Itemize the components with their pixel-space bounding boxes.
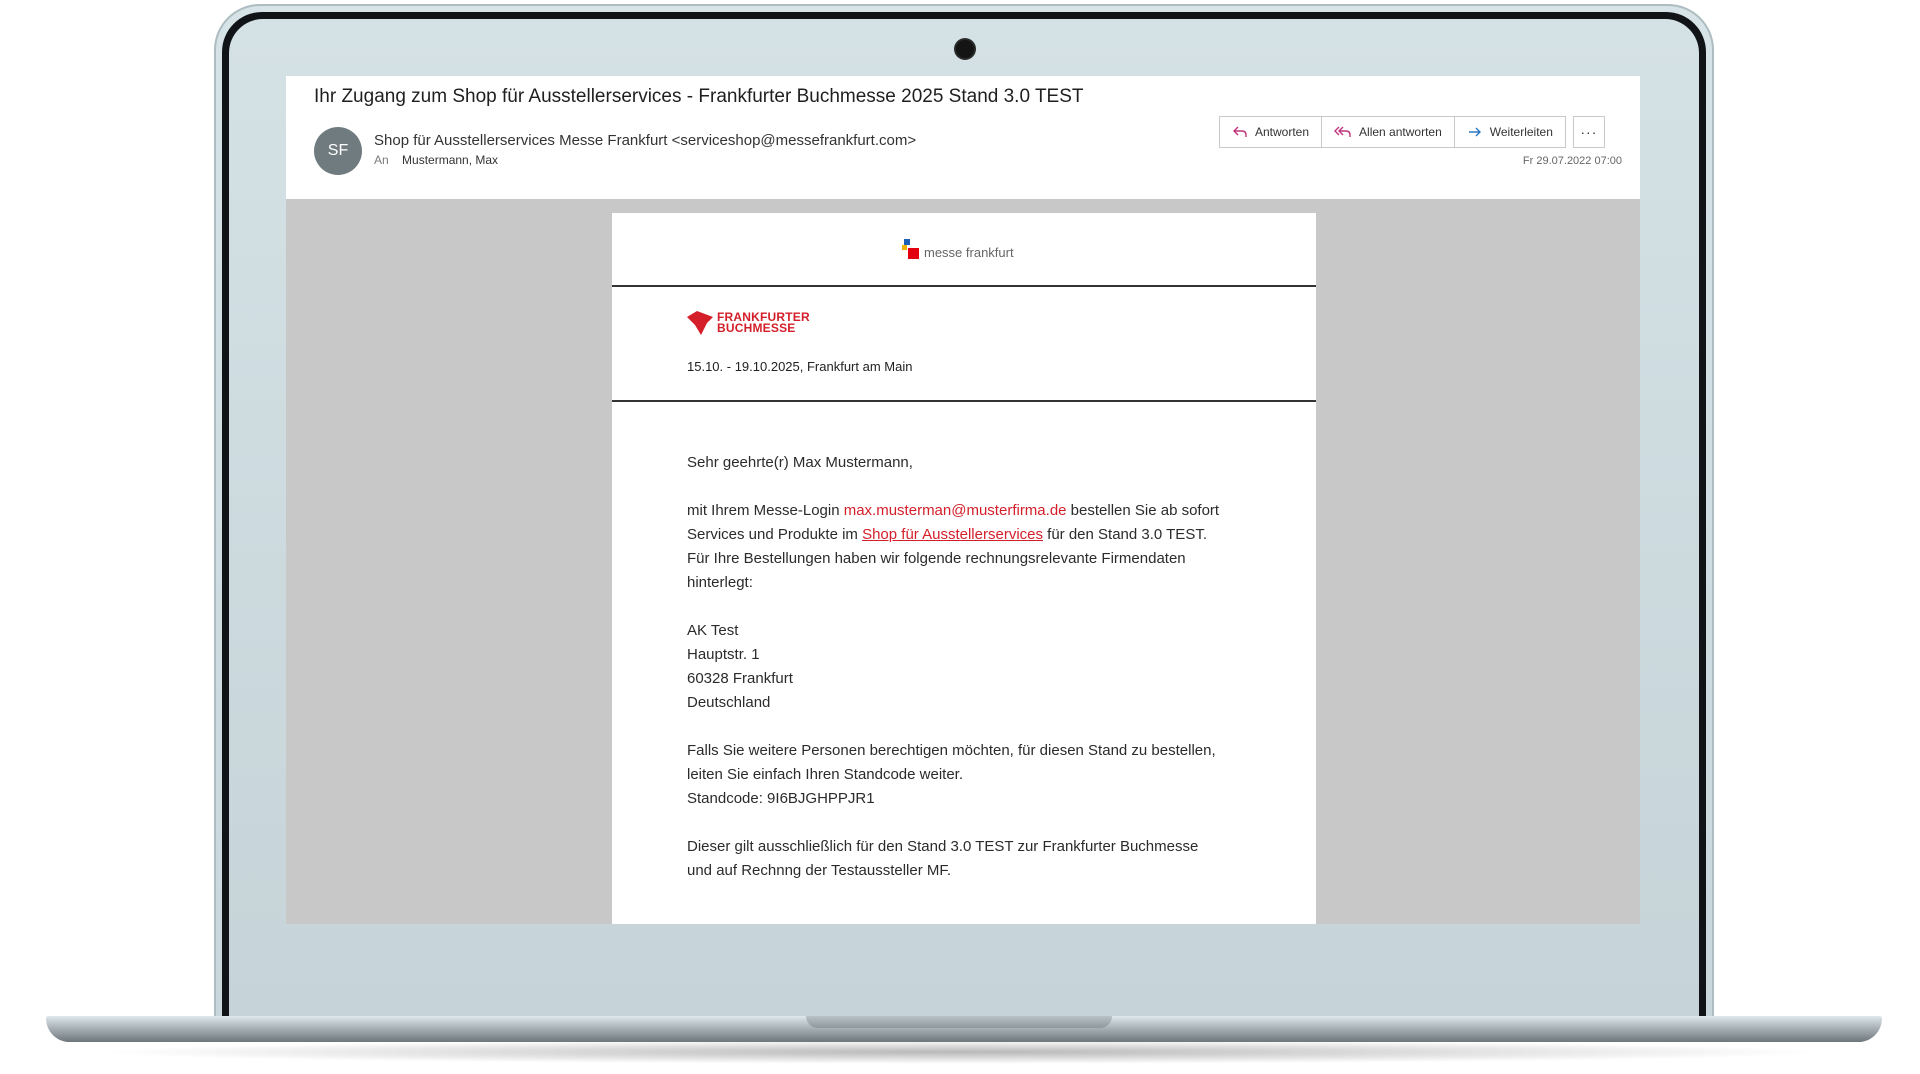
messe-frankfurt-header bbox=[612, 213, 1316, 287]
paragraph-standcode bbox=[687, 739, 1247, 811]
buchmesse-logo-text bbox=[717, 312, 810, 334]
laptop-shadow bbox=[90, 1040, 1830, 1064]
forward-label: Weiterleiten bbox=[1489, 125, 1553, 139]
standcode: Standcode: 9I6BJGHPPJR1 bbox=[687, 790, 875, 807]
mail-header bbox=[286, 76, 1640, 199]
login-email-link[interactable]: max.musterman@musterfirma.de bbox=[843, 502, 1067, 519]
address-line: AK Test bbox=[687, 622, 739, 639]
event-date: 15.10. - 19.10.2025, Frankfurt am Main bbox=[687, 359, 913, 374]
camera bbox=[956, 40, 974, 58]
brand-line-2: BUCHMESSE bbox=[717, 321, 796, 335]
to-label: An bbox=[374, 153, 389, 167]
recipient-name[interactable]: Mustermann, Max bbox=[402, 153, 499, 167]
address-line: Hauptstr. 1 bbox=[687, 646, 760, 663]
validity-line-2: und auf Rechnng der Testaussteller MF. bbox=[687, 862, 952, 879]
messe-frankfurt-logo bbox=[902, 239, 1014, 261]
email-subject: Ihr Zugang zum Shop für Ausstellerservices - Frankfurter Buchmesse 2025 Stand 3.0 TEST bbox=[314, 86, 1084, 107]
reply-all-label: Allen antworten bbox=[1359, 125, 1442, 139]
email-date: Fr 29.07.2022 07:00 bbox=[1522, 155, 1622, 167]
reply-button[interactable] bbox=[1219, 116, 1322, 148]
message-body-background bbox=[286, 199, 1640, 924]
email-sender[interactable]: Shop für Ausstellerservices Messe Frankfurt <serviceshop@messefrankfurt.com> bbox=[374, 132, 917, 149]
paragraph-login bbox=[687, 499, 1247, 595]
validity-line-1: Dieser gilt ausschließlich für den Stand 3.0 TEST zur Frankfurter Buchmesse bbox=[687, 838, 1199, 855]
address-block bbox=[687, 619, 1247, 715]
address-line: 60328 Frankfurt bbox=[687, 670, 793, 687]
greeting: Sehr geehrte(r) Max Mustermann, bbox=[687, 454, 913, 471]
message-actions bbox=[1220, 116, 1605, 148]
brand-line-1: FRANKFURTER bbox=[717, 310, 810, 324]
recipient-row bbox=[374, 153, 498, 167]
shop-link[interactable]: Shop für Ausstellerservices bbox=[862, 526, 1043, 543]
reply-all-button[interactable] bbox=[1321, 116, 1455, 148]
standcode-info: Falls Sie weitere Personen berechtigen möchten, für diesen Stand zu bestellen, leiten Sie einfach Ihren Standcode weiter. bbox=[687, 742, 1216, 783]
messe-frankfurt-logo-icon bbox=[902, 239, 920, 261]
letter-body bbox=[687, 451, 1247, 907]
login-text-b: bestellen Sie ab sofort Services und Produkte im bbox=[687, 502, 1220, 543]
address-line: Deutschland bbox=[687, 694, 771, 711]
company-data-text: Für Ihre Bestellungen haben wir folgende rechnungsrelevante Firmendaten hinterlegt: bbox=[687, 550, 1186, 591]
forward-button[interactable] bbox=[1454, 116, 1566, 148]
buchmesse-header bbox=[612, 287, 1316, 402]
login-text-c: für den Stand 3.0 TEST. bbox=[1043, 526, 1207, 543]
sender-avatar: SF bbox=[314, 127, 362, 175]
messe-frankfurt-logo-text: messe frankfurt bbox=[924, 245, 1014, 260]
forward-icon bbox=[1467, 125, 1483, 139]
paragraph-validity bbox=[687, 835, 1247, 883]
message-card bbox=[612, 213, 1316, 924]
laptop-notch bbox=[806, 1016, 1112, 1028]
reply-label: Antworten bbox=[1255, 125, 1310, 139]
reply-icon bbox=[1232, 125, 1248, 139]
buchmesse-logo-icon bbox=[687, 311, 713, 335]
more-actions-button[interactable]: ··· bbox=[1573, 116, 1605, 148]
login-text-a: mit Ihrem Messe-Login bbox=[687, 502, 844, 519]
frankfurter-buchmesse-logo bbox=[687, 311, 810, 335]
screen bbox=[286, 76, 1640, 924]
reply-all-icon bbox=[1334, 125, 1352, 139]
